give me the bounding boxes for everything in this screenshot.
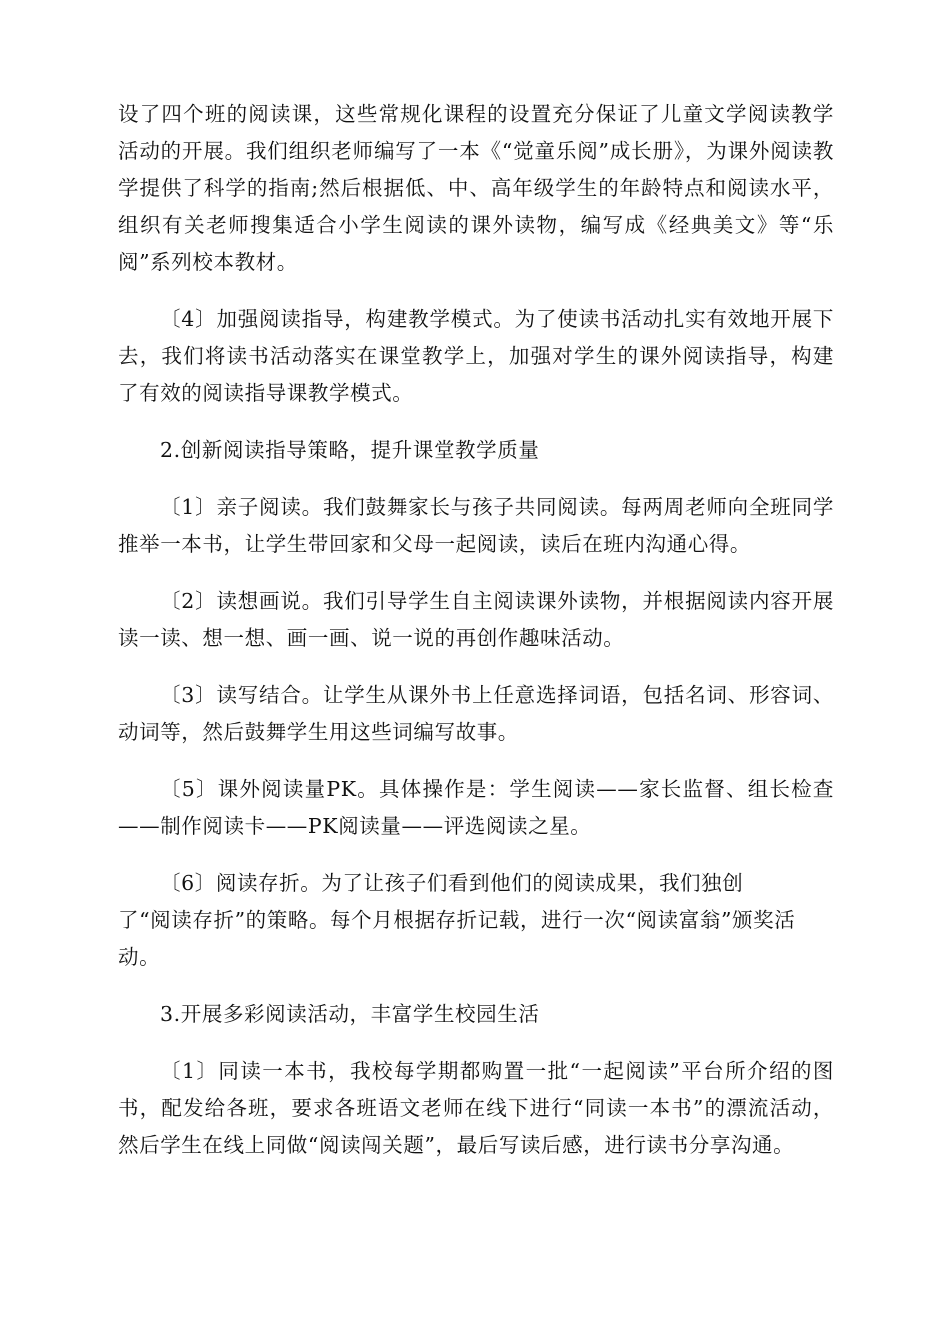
document-page <box>118 96 834 1184</box>
paragraph-reading-guidance: 〔4〕加强阅读指导，构建教学模式。为了使读书活动扎实有效地开展下去，我们将读书活动落实在课堂教学上，加强对学生的课外阅读指导，构建了有效的阅读指导课教学模式。 <box>118 307 834 405</box>
section-heading-3: 3.开展多彩阅读活动，丰富学生校园生活 <box>160 1002 540 1026</box>
reading-passbook-line-2: 了“阅读存折”的策略。每个月根据存折记载，进行一次“阅读富翁”颁奖活动。 <box>118 908 796 969</box>
section-heading-2: 2.创新阅读指导策略，提升课堂教学质量 <box>160 438 540 462</box>
paragraph-reading-courses: 设了四个班的阅读课，这些常规化课程的设置充分保证了儿童文学阅读教学活动的开展。我们组织老师编写了一本《“觉童乐阅”成长册》，为课外阅读教学提供了科学的指南;然后根据低、中、高年级学生的年龄特点和阅读水平，组织有关老师搜集适合小学生阅读的课外读物，编写成《经典美文》等“乐阅”系列校本教材。 <box>118 102 834 274</box>
paragraph-parent-child-reading: 〔1〕亲子阅读。我们鼓舞家长与孩子共同阅读。每两周老师向全班同学推举一本书，让学生带回家和父母一起阅读，读后在班内沟通心得。 <box>118 495 834 556</box>
paragraph-reading-passbook <box>118 865 834 976</box>
paragraph-read-write: 〔3〕读写结合。让学生从课外书上任意选择词语，包括名词、形容词、动词等，然后鼓舞学生用这些词编写故事。 <box>118 683 834 744</box>
paragraph-read-think-draw-say: 〔2〕读想画说。我们引导学生自主阅读课外读物，并根据阅读内容开展读一读、想一想、画一画、说一说的再创作趣味活动。 <box>118 589 834 650</box>
paragraph-read-one-book: 〔1〕同读一本书，我校每学期都购置一批“一起阅读”平台所介绍的图书，配发给各班，要求各班语文老师在线下进行“同读一本书”的漂流活动，然后学生在线上同做“阅读闯关题”，最后写读后感，进行读书分享沟通。 <box>118 1059 834 1157</box>
paragraph-reading-pk: 〔5〕课外阅读量PK。具体操作是：学生阅读——家长监督、组长检查——制作阅读卡——PK阅读量——评选阅读之星。 <box>118 777 834 838</box>
reading-passbook-line-1: 〔6〕阅读存折。为了让孩子们看到他们的阅读成果，我们独创 <box>160 871 744 895</box>
